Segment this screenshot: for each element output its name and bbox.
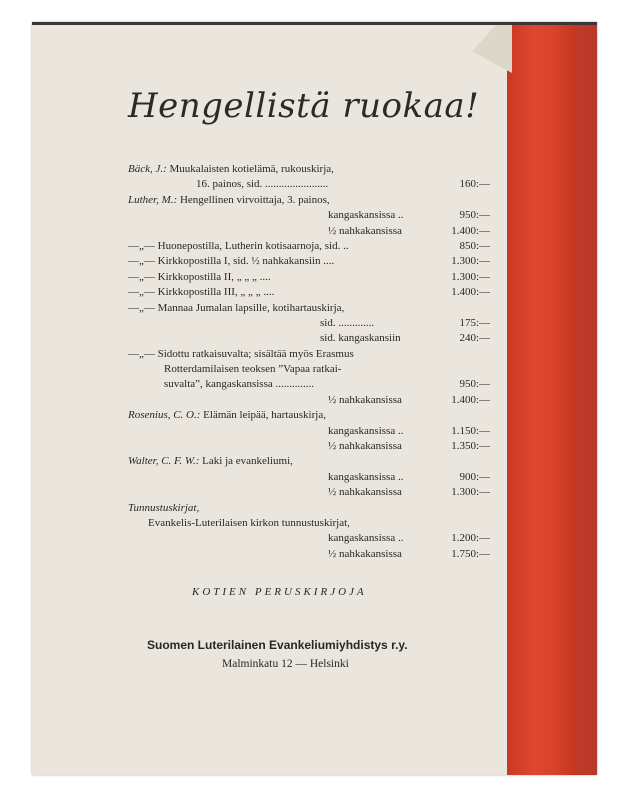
entry-title: Elämän leipää, hartauskirja, bbox=[200, 409, 326, 422]
entry-text bbox=[128, 285, 274, 300]
entry-text bbox=[320, 316, 374, 331]
entry-title: sid. ............. bbox=[320, 316, 375, 329]
publisher-name: Suomen Luterilainen Evankeliumiyhdistys r.y. bbox=[147, 638, 408, 652]
entry-price: 1.400:— bbox=[451, 393, 490, 406]
entry-price: 1.300:— bbox=[451, 486, 490, 499]
entry-title: sid. kangaskansiin bbox=[320, 332, 401, 345]
entry-title: ½ nahkakansissa bbox=[328, 393, 402, 406]
entry-text bbox=[328, 531, 403, 546]
entry-text bbox=[328, 485, 402, 500]
list-item bbox=[128, 454, 490, 469]
list-item bbox=[128, 377, 490, 392]
entry-price: 900:— bbox=[459, 470, 490, 483]
entry-text bbox=[328, 439, 402, 454]
entry-price: 950:— bbox=[459, 378, 490, 391]
entry-title: —„— Kirkkopostilla III, „ „ „ .... bbox=[128, 286, 275, 299]
entry-title: Hengellinen virvoittaja, 3. painos, bbox=[177, 193, 330, 206]
entry-author: Rosenius, C. O.: bbox=[128, 409, 201, 422]
list-item bbox=[128, 162, 490, 177]
entry-title: Muukalaisten kotielämä, rukouskirja, bbox=[166, 163, 334, 175]
page-title: Hengellistä ruokaa! bbox=[128, 86, 480, 126]
publisher-address: Malminkatu 12 — Helsinki bbox=[222, 658, 349, 670]
entry-title: 16. painos, sid. ....................... bbox=[196, 178, 329, 191]
list-item bbox=[128, 239, 490, 254]
entry-title: ½ nahkakansissa bbox=[328, 440, 402, 453]
list-item bbox=[128, 331, 490, 346]
entry-price: 1.400:— bbox=[451, 224, 490, 237]
list-item bbox=[128, 408, 490, 423]
entry-text bbox=[128, 301, 344, 316]
entry-title: kangaskansissa .. bbox=[328, 424, 404, 437]
entry-text bbox=[128, 254, 334, 269]
entry-text bbox=[128, 270, 271, 285]
entry-author: Luther, M.: bbox=[128, 193, 178, 206]
list-item bbox=[128, 439, 490, 454]
list-item bbox=[128, 270, 490, 285]
entry-text bbox=[328, 470, 403, 485]
entry-title: —„— Sidottu ratkaisuvalta; sisältää myös Erasmus bbox=[128, 347, 354, 360]
list-item bbox=[128, 208, 490, 223]
entry-text bbox=[328, 393, 402, 408]
entry-text bbox=[128, 408, 326, 423]
entry-price: 175:— bbox=[459, 316, 490, 329]
entry-price: 160:— bbox=[459, 178, 490, 191]
entry-text bbox=[128, 347, 354, 362]
entry-title: —„— Mannaa Jumalan lapsille, kotihartauskirja, bbox=[128, 301, 345, 314]
list-item bbox=[128, 254, 490, 269]
entry-price: 240:— bbox=[459, 332, 490, 345]
entry-title: Evankelis-Luterilaisen kirkon tunnustuskirjat, bbox=[148, 516, 350, 529]
entry-text bbox=[196, 177, 328, 192]
entry-text bbox=[164, 377, 314, 392]
list-item bbox=[128, 501, 490, 516]
list-item bbox=[128, 547, 490, 562]
list-item bbox=[128, 516, 490, 531]
entry-title: Rotterdamilaisen teoksen ”Vapaa ratkai- bbox=[164, 363, 342, 376]
entry-text bbox=[328, 424, 403, 439]
list-item bbox=[128, 531, 490, 546]
red-spine bbox=[507, 25, 575, 775]
entry-title: —„— Kirkkopostilla I, sid. ½ nahkakansiin .... bbox=[128, 255, 335, 268]
entry-text bbox=[128, 162, 334, 177]
entry-text bbox=[328, 224, 402, 239]
entry-title: kangaskansissa .. bbox=[328, 209, 404, 222]
entry-title: ½ nahkakansissa bbox=[328, 224, 402, 237]
list-item bbox=[128, 193, 490, 208]
entry-text bbox=[148, 516, 350, 531]
list-item bbox=[128, 301, 490, 316]
entry-price: 1.300:— bbox=[451, 270, 490, 283]
entry-text bbox=[128, 454, 293, 469]
entry-price: 950:— bbox=[459, 209, 490, 222]
book-listing bbox=[128, 162, 490, 562]
entry-price: 1.150:— bbox=[451, 424, 490, 437]
list-item bbox=[128, 347, 490, 362]
list-item bbox=[128, 485, 490, 500]
entry-author: Walter, C. F. W.: bbox=[128, 455, 200, 468]
entry-price: 850:— bbox=[459, 239, 490, 252]
tagline: KOTIEN PERUSKIRJOJA bbox=[192, 586, 367, 598]
entry-text bbox=[164, 362, 341, 377]
list-item bbox=[128, 224, 490, 239]
entry-text bbox=[328, 547, 402, 562]
entry-text bbox=[320, 331, 401, 346]
entry-price: 1.750:— bbox=[451, 547, 490, 560]
entry-text bbox=[128, 193, 330, 208]
entry-title: kangaskansissa .. bbox=[328, 470, 404, 483]
entry-title: —„— Kirkkopostilla II, „ „ „ .... bbox=[128, 270, 271, 283]
entry-author: Tunnustuskirjat, bbox=[128, 501, 200, 514]
entry-price: 1.350:— bbox=[451, 440, 490, 453]
entry-author: Bäck, J.: bbox=[128, 163, 167, 175]
entry-price: 1.400:— bbox=[451, 286, 490, 299]
entry-title: —„— Huonepostilla, Lutherin kotisaarnoja, sid. .. bbox=[128, 239, 349, 252]
list-item bbox=[128, 177, 490, 192]
entry-price: 1.300:— bbox=[451, 255, 490, 268]
list-item bbox=[128, 424, 490, 439]
entry-title: kangaskansissa .. bbox=[328, 532, 404, 545]
entry-price: 1.200:— bbox=[451, 532, 490, 545]
list-item bbox=[128, 362, 490, 377]
spine-edge bbox=[575, 25, 597, 775]
list-item bbox=[128, 470, 490, 485]
entry-title: Laki ja evankeliumi, bbox=[199, 455, 293, 468]
entry-text bbox=[328, 208, 403, 223]
list-item bbox=[128, 285, 490, 300]
entry-title: ½ nahkakansissa bbox=[328, 547, 402, 560]
entry-text bbox=[128, 501, 199, 516]
entry-text bbox=[128, 239, 349, 254]
entry-title: suvalta”, kangaskansissa .............. bbox=[164, 378, 314, 391]
list-item bbox=[128, 316, 490, 331]
list-item bbox=[128, 393, 490, 408]
entry-title: ½ nahkakansissa bbox=[328, 486, 402, 499]
